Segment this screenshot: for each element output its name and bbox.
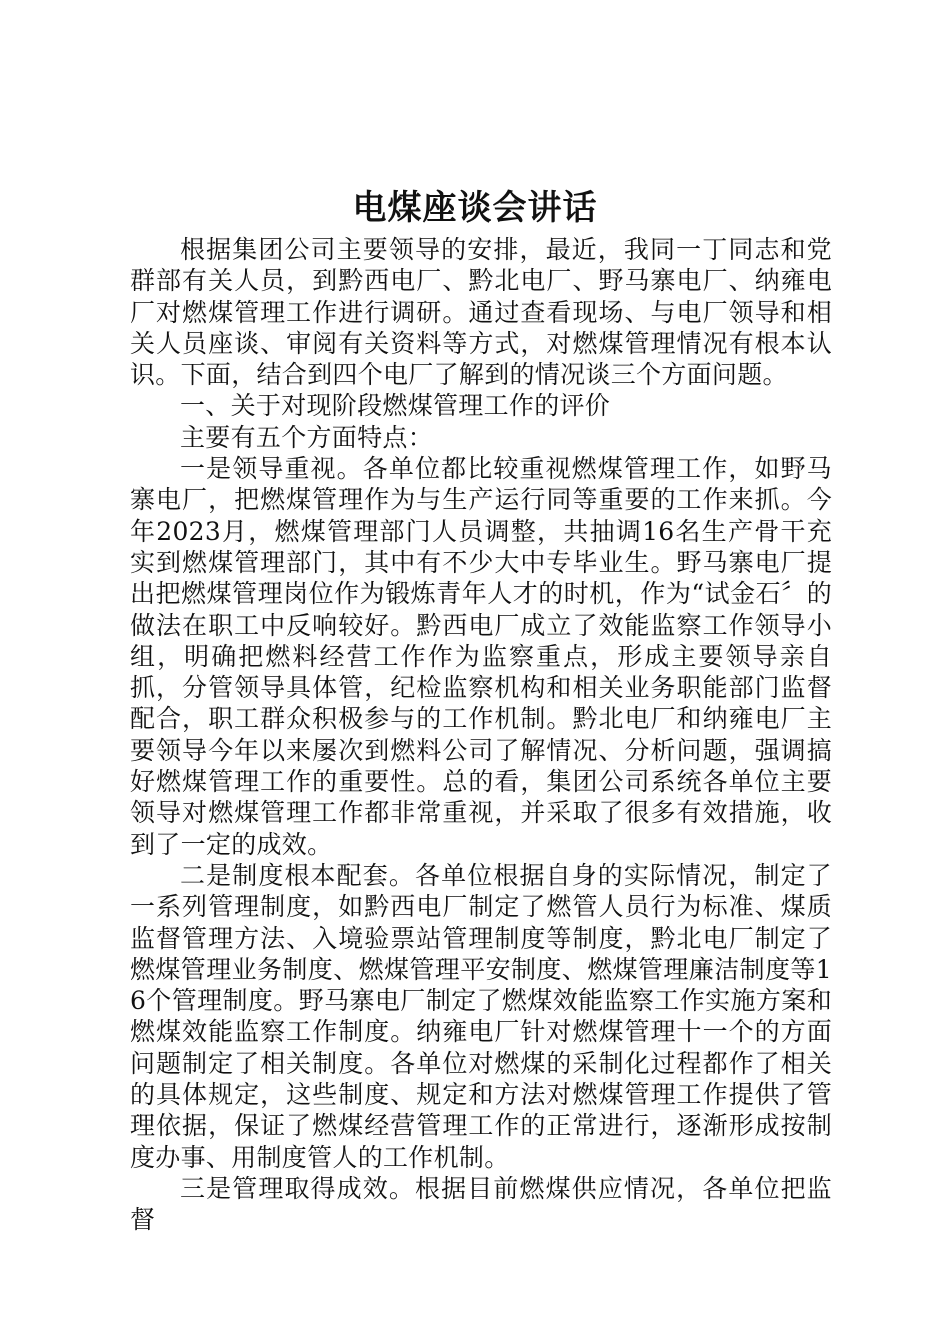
- paragraph-system: 二是制度根本配套。各单位根据自身的实际情况，制定了一系列管理制度，如黔西电厂制定了燃管人员行为标准、煤质监督管理方法、入境验票站管理制度等制度，黔北电厂制定了燃煤管理业务制度、燃煤管理平安制度、燃煤管理廉洁制度等16个管理制度。野马寨电厂制定了燃煤效能监察工作实施方案和燃煤效能监察工作制度。纳雍电厂针对燃煤管理十一个的方面问题制定了相关制度。各单位对燃煤的采制化过程都作了相关的具体规定，这些制度、规定和方法对燃煤管理工作提供了管理依据，保证了燃煤经营管理工作的正常进行，逐渐形成按制度办事、用制度管人的工作机制。: [130, 860, 832, 1172]
- document-title: 电煤座谈会讲话: [352, 188, 598, 228]
- paragraph-leadership: 一是领导重视。各单位都比较重视燃煤管理工作，如野马寨电厂，把燃煤管理作为与生产运行同等重要的工作来抓。今年2023月，燃煤管理部门人员调整，共抽调16名生产骨干充实到燃煤管理部门，其中有不少大中专毕业生。野马寨电厂提出把燃煤管理岗位作为锻炼青年人才的时机，作为“试金石〞的做法在职工中反响较好。黔西电厂成立了效能监察工作领导小组，明确把燃料经营工作作为监察重点，形成主要领导亲自抓，分管领导具体管，纪检监察机构和相关业务职能部门监督配合，职工群众积极参与的工作机制。黔北电厂和纳雍电厂主要领导今年以来屡次到燃料公司了解情况、分析问题，强调搞好燃煤管理工作的重要性。总的看，集团公司系统各单位主要领导对燃煤管理工作都非常重视，并采取了很多有效措施，收到了一定的成效。: [130, 454, 832, 859]
- paragraph-five-features: 主要有五个方面特点：: [180, 422, 434, 452]
- paragraph-intro: 根据集团公司主要领导的安排，最近，我同一丁同志和党群部有关人员，到黔西电厂、黔北电厂、野马寨电厂、纳雍电厂对燃煤管理工作进行调研。通过查看现场、与电厂领导和相关人员座谈、审阅有关资料等方式，对燃煤管理情况有根本认识。下面，结合到四个电厂了解到的情况谈三个方面问题。: [130, 235, 832, 390]
- section-heading-evaluation: 一、关于对现阶段燃煤管理工作的评价: [180, 391, 611, 421]
- paragraph-management-results: 三是管理取得成效。根据目前燃煤供应情况，各单位把监督: [130, 1173, 832, 1235]
- document-body: [130, 234, 832, 1236]
